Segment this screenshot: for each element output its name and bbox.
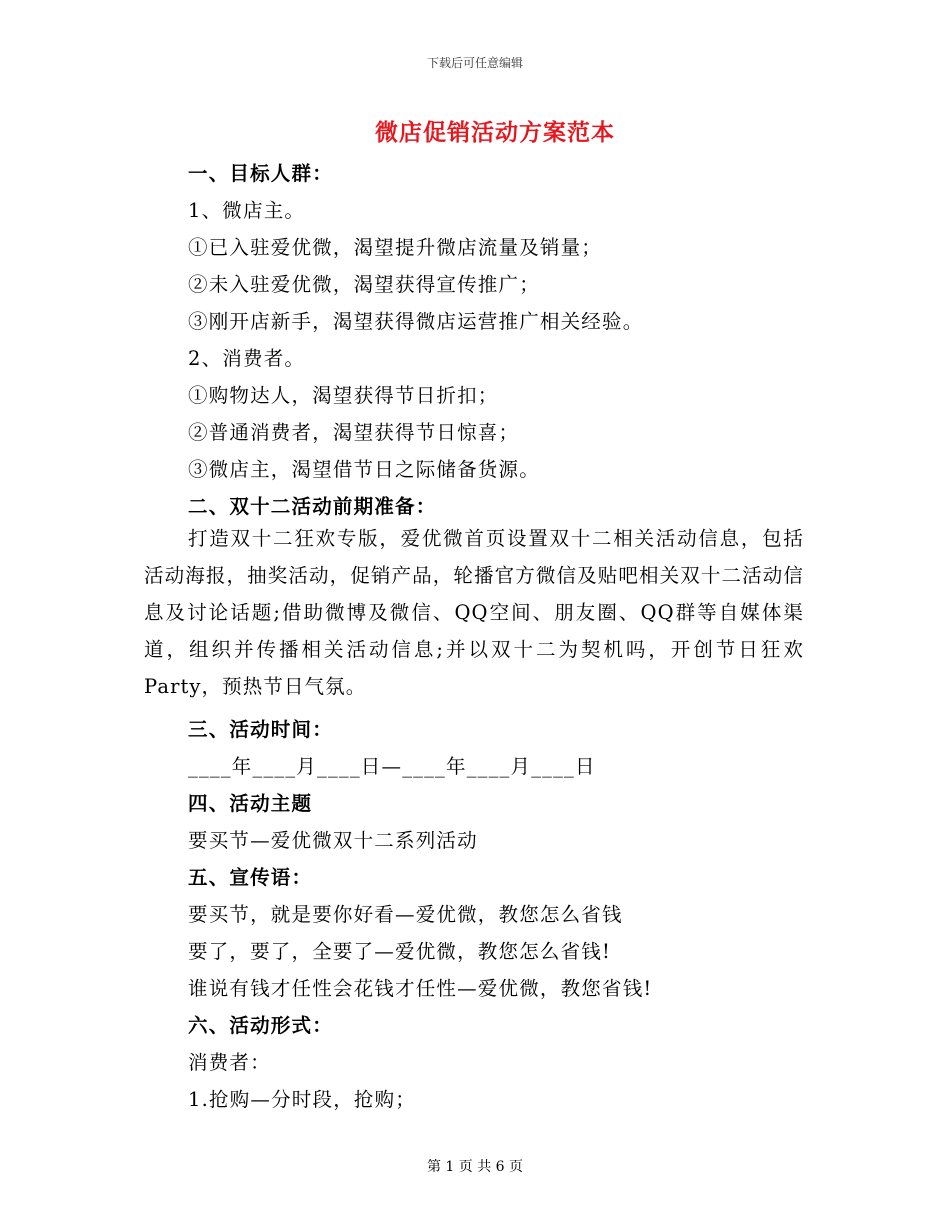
section-heading: 五、宣传语： (188, 866, 313, 889)
text-line: 1、微店主。 (188, 199, 306, 222)
section-heading: 六、活动形式： (188, 1014, 333, 1037)
text-line: 消费者： (188, 1051, 271, 1074)
text-line: ②未入驻爱优微，渴望获得宣传推广； (188, 273, 540, 296)
page-footer: 第 1 页 共 6 页 (426, 1159, 524, 1175)
text-line: ①已入驻爱优微，渴望提升微店流量及销量； (188, 236, 603, 259)
section-heading: 一、目标人群： (188, 162, 333, 185)
section-heading: 四、活动主题 (188, 792, 313, 815)
document-title: 微店促销活动方案范本 (375, 119, 615, 146)
text-line: ③刚开店新手，渴望获得微店运营推广相关经验。 (188, 310, 644, 333)
text-line: 2、消费者。 (188, 347, 306, 370)
text-line: 要买节，就是要你好看—爱优微，教您怎么省钱 (188, 903, 623, 926)
section-heading: 二、双十二活动前期准备： (188, 495, 437, 518)
text-line: 要了，要了，全要了—爱优微，教您怎么省钱! (188, 940, 612, 963)
section-heading: 三、活动时间： (188, 718, 333, 741)
header-note: 下载后可任意编辑 (426, 56, 523, 70)
text-line: 谁说有钱才任性会花钱才任性—爱优微，教您省钱! (188, 977, 653, 1000)
text-line: ②普通消费者，渴望获得节日惊喜； (188, 421, 520, 444)
body-paragraph: 打造双十二狂欢专版，爱优微首页设置双十二相关活动信息，包括活动海报，抽奖活动，促销产品，轮播官方微信及贴吧相关双十二活动信息及讨论话题;借助微博及微信、QQ空间、朋友圈、QQ群等自媒体渠道，组织并传播相关活动信息;并以双十二为契机吗，开创节日狂欢Party，预热节日气氛。 (144, 527, 804, 698)
text-line: 要买节—爱优微双十二系列活动 (188, 829, 478, 852)
text-line: ①购物达人，渴望获得节日折扣； (188, 384, 499, 407)
text-line: ____年____月____日—____年____月____日 (188, 755, 596, 778)
text-line: ③微店主，渴望借节日之际储备货源。 (188, 458, 540, 481)
text-line: 1.抢购—分时段，抢购； (188, 1088, 417, 1111)
